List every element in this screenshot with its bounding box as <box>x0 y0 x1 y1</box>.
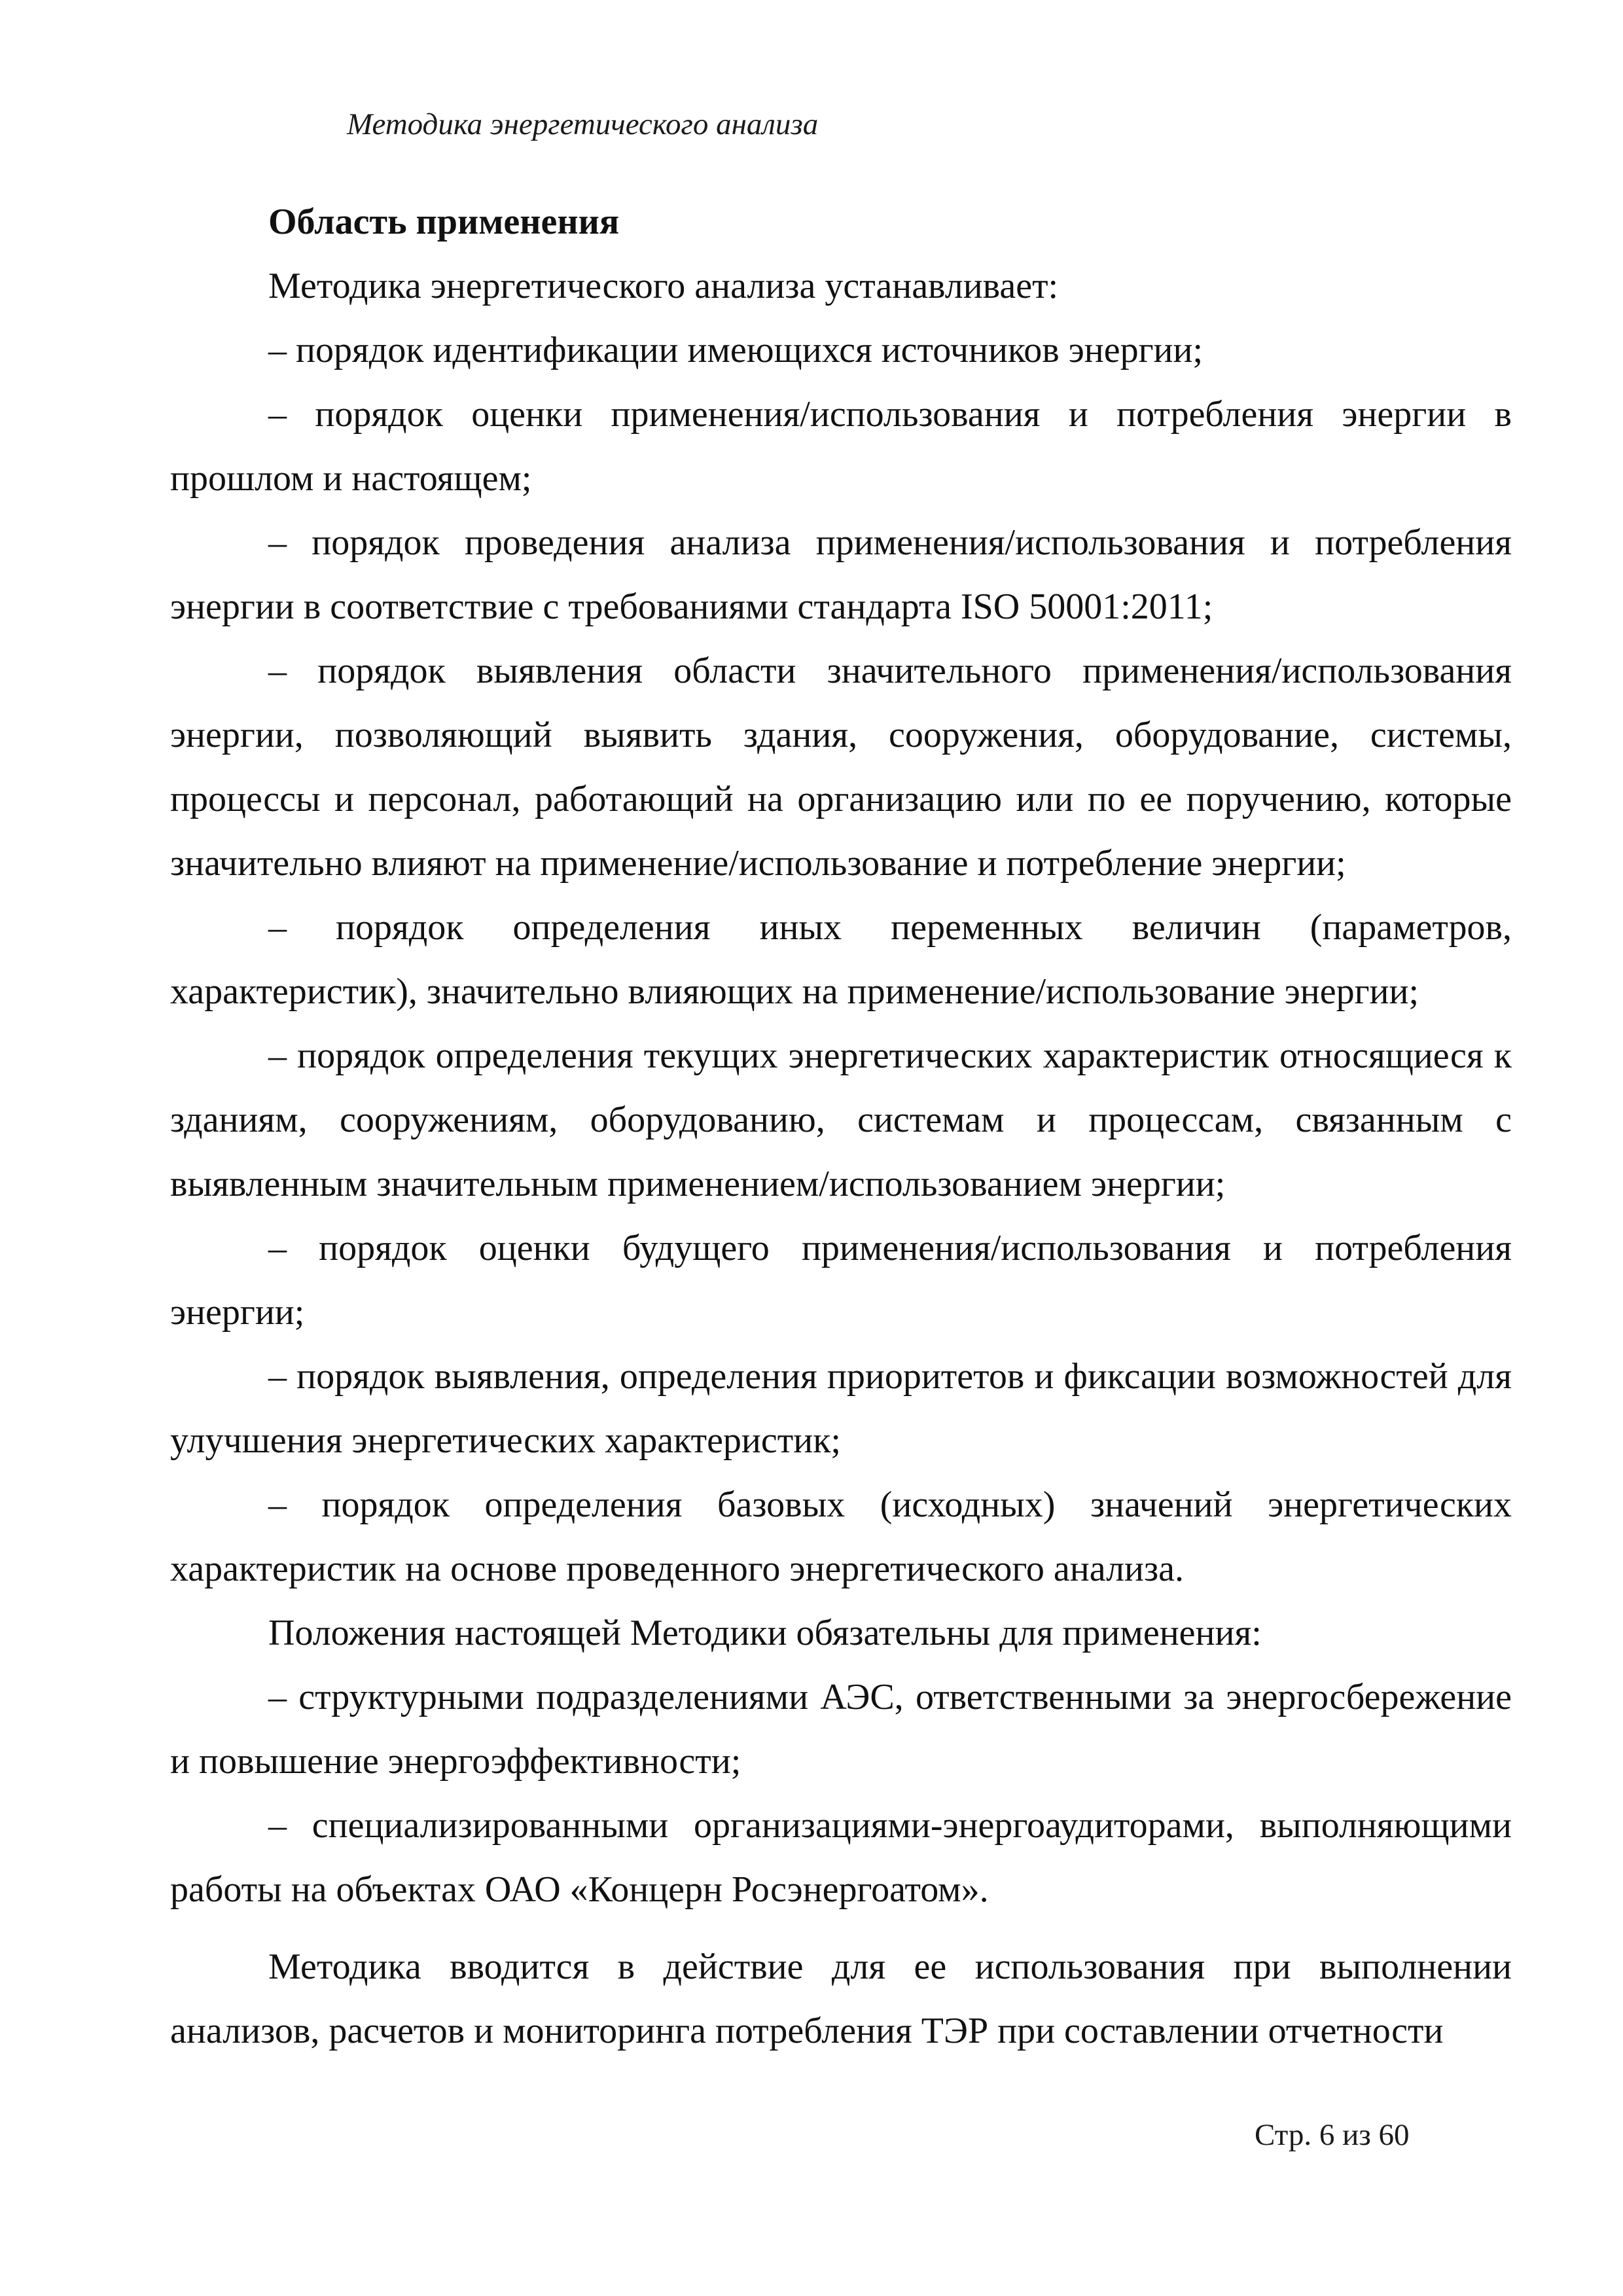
intro-paragraph: Методика энергетического анализа устанавливает: <box>268 266 1059 306</box>
list-item: – порядок определения базовых (исходных) значений энергетических характеристик на основе проведенного энергетического анализа. <box>170 1484 1512 1589</box>
list-item: – порядок идентификации имеющихся источников энергии; <box>268 330 1204 370</box>
applicability-paragraph: Положения настоящей Методики обязательны для применения: <box>268 1613 1262 1653</box>
running-header: Методика энергетического анализа <box>347 107 819 141</box>
page-number: Стр. 6 из 60 <box>1255 2118 1410 2152</box>
list-item: – порядок оценки будущего применения/использования и потребления энергии; <box>170 1228 1512 1333</box>
list-item: – порядок выявления, определения приоритетов и фиксации возможностей для улучшения энергетических характеристик; <box>170 1356 1512 1461</box>
section-title: Область применения <box>268 202 620 242</box>
list-item: – порядок определения иных переменных величин (параметров, характеристик), значительно влияющих на применение/использование энергии; <box>170 907 1512 1012</box>
list-item: – специализированными организациями-энергоаудиторами, выполняющими работы на объектах ОАО «Концерн Росэнергоатом». <box>170 1805 1512 1910</box>
list-item: – порядок проведения анализа применения/использования и потребления энергии в соответствие с требованиями стандарта ISO 50001:2011; <box>170 522 1512 627</box>
list-item: – порядок оценки применения/использования и потребления энергии в прошлом и настоящем; <box>170 394 1512 499</box>
list-item: – порядок определения текущих энергетических характеристик относящиеся к зданиям, сооружениям, оборудованию, системам и процессам, связанным с выявленным значительным применением/использованием энергии; <box>170 1035 1512 1204</box>
document-body <box>170 190 1512 2063</box>
list-item: – структурными подразделениями АЭС, ответственными за энергосбережение и повышение энергоэффективности; <box>170 1677 1512 1782</box>
closing-paragraph: Методика вводится в действие для ее использования при выполнении анализов, расчетов и мониторинга потребления ТЭР при составлении отчетности <box>170 1946 1512 2051</box>
list-item: – порядок выявления области значительного применения/использования энергии, позволяющий выявить здания, сооружения, оборудование, системы, процессы и персонал, работающий на организацию или по ее поручению, которые значительно влияют на применение/использование и потребление энергии; <box>170 651 1512 884</box>
